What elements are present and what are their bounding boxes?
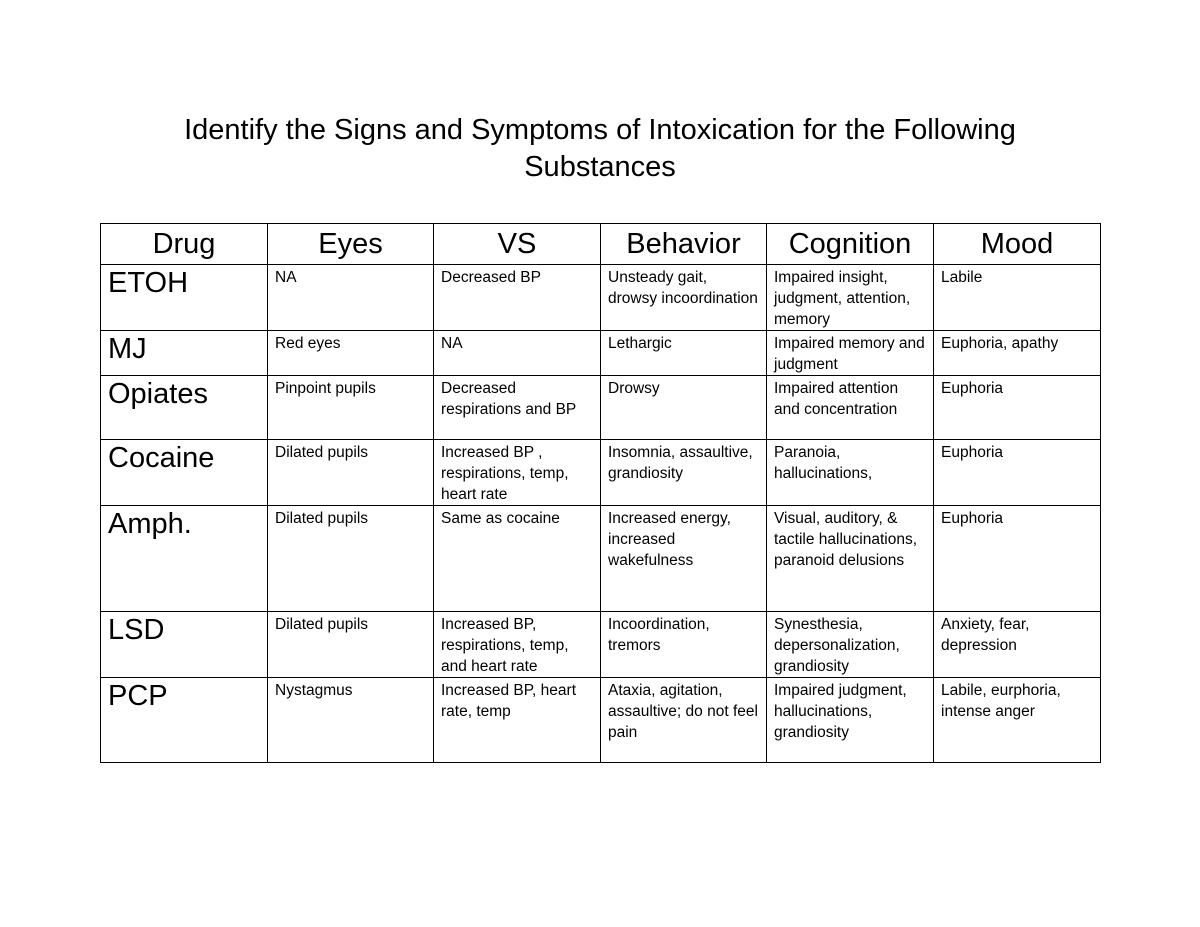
- eyes-cell: Dilated pupils: [268, 440, 434, 506]
- behavior-cell: Increased energy, increased wakefulness: [601, 506, 767, 612]
- table-row: [101, 376, 1101, 440]
- mood-cell: Euphoria, apathy: [934, 331, 1101, 376]
- vs-cell: Same as cocaine: [434, 506, 601, 612]
- vs-cell: Increased BP , respirations, temp, heart rate: [434, 440, 601, 506]
- eyes-cell: Pinpoint pupils: [268, 376, 434, 440]
- page-title: [100, 112, 1100, 186]
- mood-cell: Labile: [934, 265, 1101, 331]
- drug-cell: MJ: [101, 331, 268, 376]
- drug-cell: PCP: [101, 678, 268, 763]
- header-cognition: Cognition: [767, 224, 934, 265]
- eyes-cell: NA: [268, 265, 434, 331]
- behavior-cell: Ataxia, agitation, assaultive; do not feel pain: [601, 678, 767, 763]
- behavior-cell: Incoordination, tremors: [601, 612, 767, 678]
- eyes-cell: Nystagmus: [268, 678, 434, 763]
- table-row: [101, 678, 1101, 763]
- table-row: [101, 440, 1101, 506]
- mood-cell: Euphoria: [934, 440, 1101, 506]
- page-title-line-1: Identify the Signs and Symptoms of Intoxication for the Following: [184, 114, 1016, 146]
- table-row: [101, 331, 1101, 376]
- eyes-cell: Dilated pupils: [268, 612, 434, 678]
- table-row: [101, 265, 1101, 331]
- header-drug: Drug: [101, 224, 268, 265]
- cognition-cell: Impaired judgment, hallucinations, grandiosity: [767, 678, 934, 763]
- cognition-cell: Impaired attention and concentration: [767, 376, 934, 440]
- vs-cell: Increased BP, respirations, temp, and heart rate: [434, 612, 601, 678]
- eyes-cell: Dilated pupils: [268, 506, 434, 612]
- behavior-cell: Lethargic: [601, 331, 767, 376]
- behavior-cell: Unsteady gait, drowsy incoordination: [601, 265, 767, 331]
- cognition-cell: Paranoia, hallucinations,: [767, 440, 934, 506]
- vs-cell: Decreased BP: [434, 265, 601, 331]
- drug-cell: LSD: [101, 612, 268, 678]
- cognition-cell: Impaired memory and judgment: [767, 331, 934, 376]
- drug-cell: Opiates: [101, 376, 268, 440]
- table-header-row: [101, 224, 1101, 265]
- eyes-cell: Red eyes: [268, 331, 434, 376]
- mood-cell: Euphoria: [934, 376, 1101, 440]
- header-mood: Mood: [934, 224, 1101, 265]
- mood-cell: Euphoria: [934, 506, 1101, 612]
- header-vs: VS: [434, 224, 601, 265]
- page-title-line-2: Substances: [524, 151, 676, 183]
- drug-cell: Amph.: [101, 506, 268, 612]
- cognition-cell: Synesthesia, depersonalization, grandiosity: [767, 612, 934, 678]
- mood-cell: Labile, eurphoria, intense anger: [934, 678, 1101, 763]
- cognition-cell: Impaired insight, judgment, attention, memory: [767, 265, 934, 331]
- header-eyes: Eyes: [268, 224, 434, 265]
- drug-cell: ETOH: [101, 265, 268, 331]
- behavior-cell: Drowsy: [601, 376, 767, 440]
- vs-cell: NA: [434, 331, 601, 376]
- table-row: [101, 506, 1101, 612]
- mood-cell: Anxiety, fear, depression: [934, 612, 1101, 678]
- cognition-cell: Visual, auditory, & tactile hallucinations, paranoid delusions: [767, 506, 934, 612]
- drug-cell: Cocaine: [101, 440, 268, 506]
- vs-cell: Increased BP, heart rate, temp: [434, 678, 601, 763]
- intoxication-table: [100, 223, 1101, 763]
- behavior-cell: Insomnia, assaultive, grandiosity: [601, 440, 767, 506]
- table-row: [101, 612, 1101, 678]
- header-behavior: Behavior: [601, 224, 767, 265]
- vs-cell: Decreased respirations and BP: [434, 376, 601, 440]
